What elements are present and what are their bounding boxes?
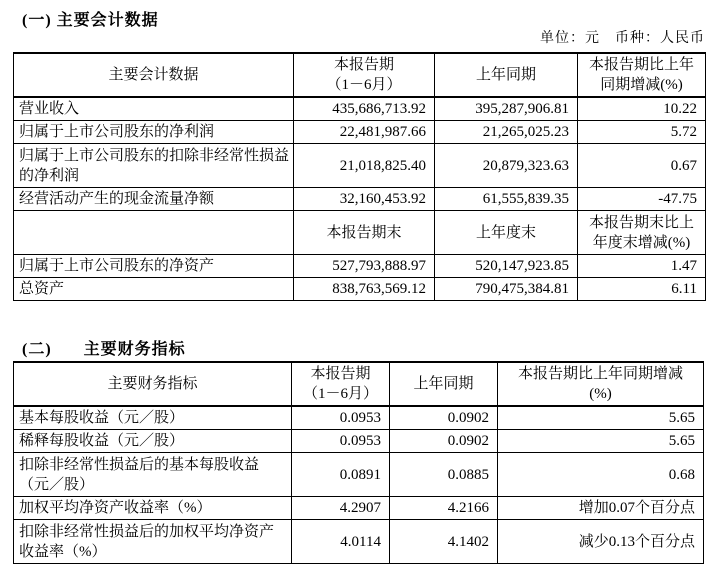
row-label: 归属于上市公司股东的扣除非经常性损益的净利润 bbox=[14, 144, 294, 188]
mid-header-change-line1: 本报告期末比上 bbox=[588, 214, 694, 231]
mid-header-change-line2: 年度末增减(%) bbox=[592, 234, 691, 251]
value-current: 22,481,987.66 bbox=[294, 121, 435, 144]
section1-title: (一) 主要会计数据 bbox=[22, 12, 159, 29]
table1-header-current-line1: 本报告期 bbox=[333, 57, 394, 73]
value-change: 6.11 bbox=[578, 278, 706, 301]
table-row bbox=[14, 121, 706, 144]
table-row bbox=[14, 406, 704, 430]
table2-header-current-line2: （1－6月） bbox=[302, 386, 378, 402]
value-current: 32,160,453.92 bbox=[294, 188, 435, 211]
main-accounting-data-table bbox=[13, 52, 706, 301]
section2-title-text: 主要财务指标 bbox=[83, 341, 186, 358]
table2-header-row bbox=[14, 362, 704, 406]
table2-header-current bbox=[292, 362, 390, 406]
value-prior: 395,287,906.81 bbox=[435, 97, 578, 121]
row-label: 经营活动产生的现金流量净额 bbox=[14, 188, 294, 211]
value-prior: 0.0885 bbox=[390, 453, 498, 497]
section2-title-prefix: (二) bbox=[22, 341, 52, 358]
table2-header-change-line2: (%) bbox=[589, 386, 612, 402]
value-change: 减少0.13个百分点 bbox=[498, 520, 704, 564]
row-label: 总资产 bbox=[14, 278, 294, 301]
table1-header-prior: 上年同期 bbox=[435, 53, 578, 97]
value-current: 4.2907 bbox=[292, 497, 390, 520]
mid-header-empty-cell bbox=[14, 211, 294, 255]
table-row bbox=[14, 188, 706, 211]
table1-header-current bbox=[294, 53, 435, 97]
value-change: 0.67 bbox=[578, 144, 706, 188]
value-change: 增加0.07个百分点 bbox=[498, 497, 704, 520]
row-label: 稀释每股收益（元／股） bbox=[14, 430, 292, 453]
value-change: 10.22 bbox=[578, 97, 706, 121]
value-prior: 790,475,384.81 bbox=[435, 278, 578, 301]
value-change: 5.65 bbox=[498, 406, 704, 430]
table2-header-change bbox=[498, 362, 704, 406]
row-label: 归属于上市公司股东的净资产 bbox=[14, 255, 294, 278]
value-change: 5.72 bbox=[578, 121, 706, 144]
table1-header-change bbox=[578, 53, 706, 97]
value-prior: 20,879,323.63 bbox=[435, 144, 578, 188]
value-current: 527,793,888.97 bbox=[294, 255, 435, 278]
row-label: 扣除非经常性损益后的基本每股收益（元／股） bbox=[14, 453, 292, 497]
table1-header-change-line2: 同期增减(%) bbox=[600, 77, 683, 93]
table-row bbox=[14, 144, 706, 188]
row-label: 扣除非经常性损益后的加权平均净资产收益率（%） bbox=[14, 520, 292, 564]
value-change: 5.65 bbox=[498, 430, 704, 453]
unit-currency-note: 单位：元 币种：人民币 bbox=[540, 31, 705, 46]
value-current: 838,763,569.12 bbox=[294, 278, 435, 301]
value-change: 0.68 bbox=[498, 453, 704, 497]
value-current: 4.0114 bbox=[292, 520, 390, 564]
row-label: 营业收入 bbox=[14, 97, 294, 121]
value-prior: 21,265,025.23 bbox=[435, 121, 578, 144]
value-current: 0.0891 bbox=[292, 453, 390, 497]
table2-header-label: 主要财务指标 bbox=[14, 362, 292, 406]
row-label: 加权平均净资产收益率（%） bbox=[14, 497, 292, 520]
value-current: 0.0953 bbox=[292, 406, 390, 430]
value-prior: 520,147,923.85 bbox=[435, 255, 578, 278]
value-prior: 61,555,839.35 bbox=[435, 188, 578, 211]
table1-header-current-line2: （1－6月） bbox=[326, 77, 402, 93]
value-current: 435,686,713.92 bbox=[294, 97, 435, 121]
mid-header-prior: 上年度末 bbox=[435, 211, 578, 255]
table1-header-change-line1: 本报告期比上年 bbox=[588, 57, 694, 73]
table-row bbox=[14, 520, 704, 564]
mid-header-change bbox=[578, 211, 706, 255]
key-financial-indicators-table bbox=[13, 361, 704, 564]
table2-header-change-line1: 本报告期比上年同期增减 bbox=[517, 366, 683, 382]
table-row bbox=[14, 453, 704, 497]
value-prior: 4.2166 bbox=[390, 497, 498, 520]
value-prior: 0.0902 bbox=[390, 430, 498, 453]
table-row bbox=[14, 97, 706, 121]
value-prior: 0.0902 bbox=[390, 406, 498, 430]
mid-header-current: 本报告期末 bbox=[294, 211, 435, 255]
row-label: 归属于上市公司股东的净利润 bbox=[14, 121, 294, 144]
table-row bbox=[14, 278, 706, 301]
section2-title bbox=[22, 336, 186, 359]
table-row bbox=[14, 430, 704, 453]
value-change: -47.75 bbox=[578, 188, 706, 211]
value-current: 21,018,825.40 bbox=[294, 144, 435, 188]
table2-header-current-line1: 本报告期 bbox=[310, 366, 371, 382]
value-prior: 4.1402 bbox=[390, 520, 498, 564]
table-row bbox=[14, 255, 706, 278]
table2-header-prior: 上年同期 bbox=[390, 362, 498, 406]
table1-mid-header-row bbox=[14, 211, 706, 255]
table1-header-row bbox=[14, 53, 706, 97]
table-row bbox=[14, 497, 704, 520]
table1-header-label: 主要会计数据 bbox=[14, 53, 294, 97]
value-current: 0.0953 bbox=[292, 430, 390, 453]
row-label: 基本每股收益（元／股） bbox=[14, 406, 292, 430]
value-change: 1.47 bbox=[578, 255, 706, 278]
